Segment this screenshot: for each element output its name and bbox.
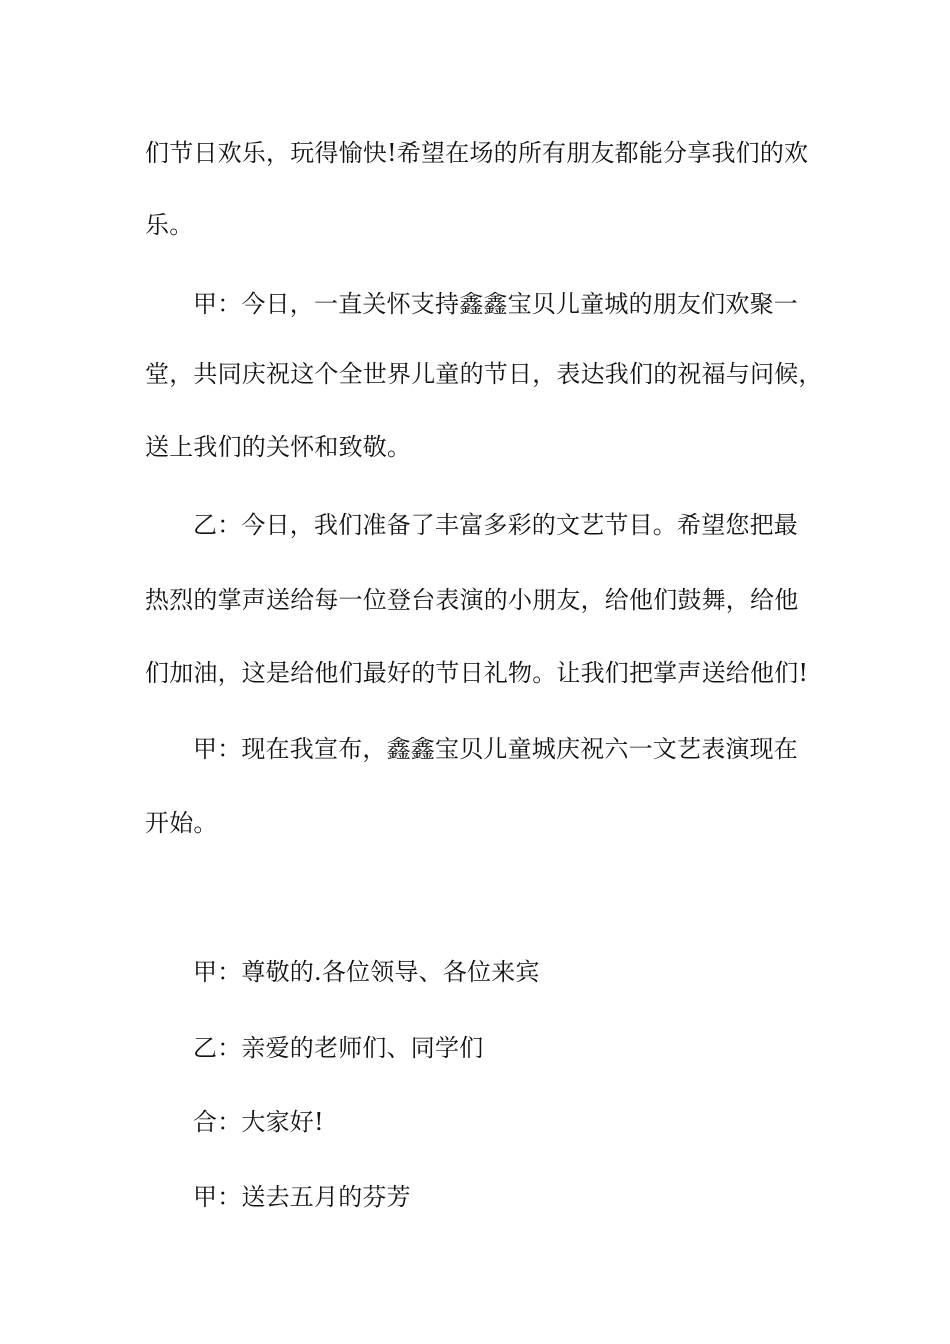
paragraph-line-3: 甲：今日，一直关怀支持鑫鑫宝贝儿童城的朋友们欢聚一	[193, 290, 798, 318]
paragraph-line-4: 堂，共同庆祝这个全世界儿童的节日，表达我们的祝福与问候，	[145, 360, 823, 388]
paragraph-line-12: 乙：亲爱的老师们、同学们	[193, 1034, 484, 1062]
paragraph-line-1: 们节日欢乐，玩得愉快!希望在场的所有朋友都能分享我们的欢	[145, 139, 809, 167]
paragraph-line-13: 合：大家好!	[193, 1108, 324, 1136]
paragraph-line-10: 开始。	[145, 809, 218, 837]
paragraph-line-2: 乐。	[145, 211, 194, 239]
paragraph-line-9: 甲：现在我宣布，鑫鑫宝贝儿童城庆祝六一文艺表演现在	[193, 735, 798, 763]
paragraph-line-7: 热烈的掌声送给每一位登台表演的小朋友，给他们鼓舞，给他	[145, 586, 799, 614]
paragraph-line-5: 送上我们的关怀和致敬。	[145, 433, 412, 461]
paragraph-line-6: 乙：今日，我们准备了丰富多彩的文艺节目。希望您把最	[193, 511, 798, 539]
paragraph-line-8: 们加油，这是给他们最好的节日礼物。让我们把掌声送给他们!	[145, 659, 809, 687]
paragraph-line-11: 甲：尊敬的.各位领导、各位来宾	[193, 958, 540, 986]
paragraph-line-14: 甲：送去五月的芬芳	[193, 1183, 411, 1211]
